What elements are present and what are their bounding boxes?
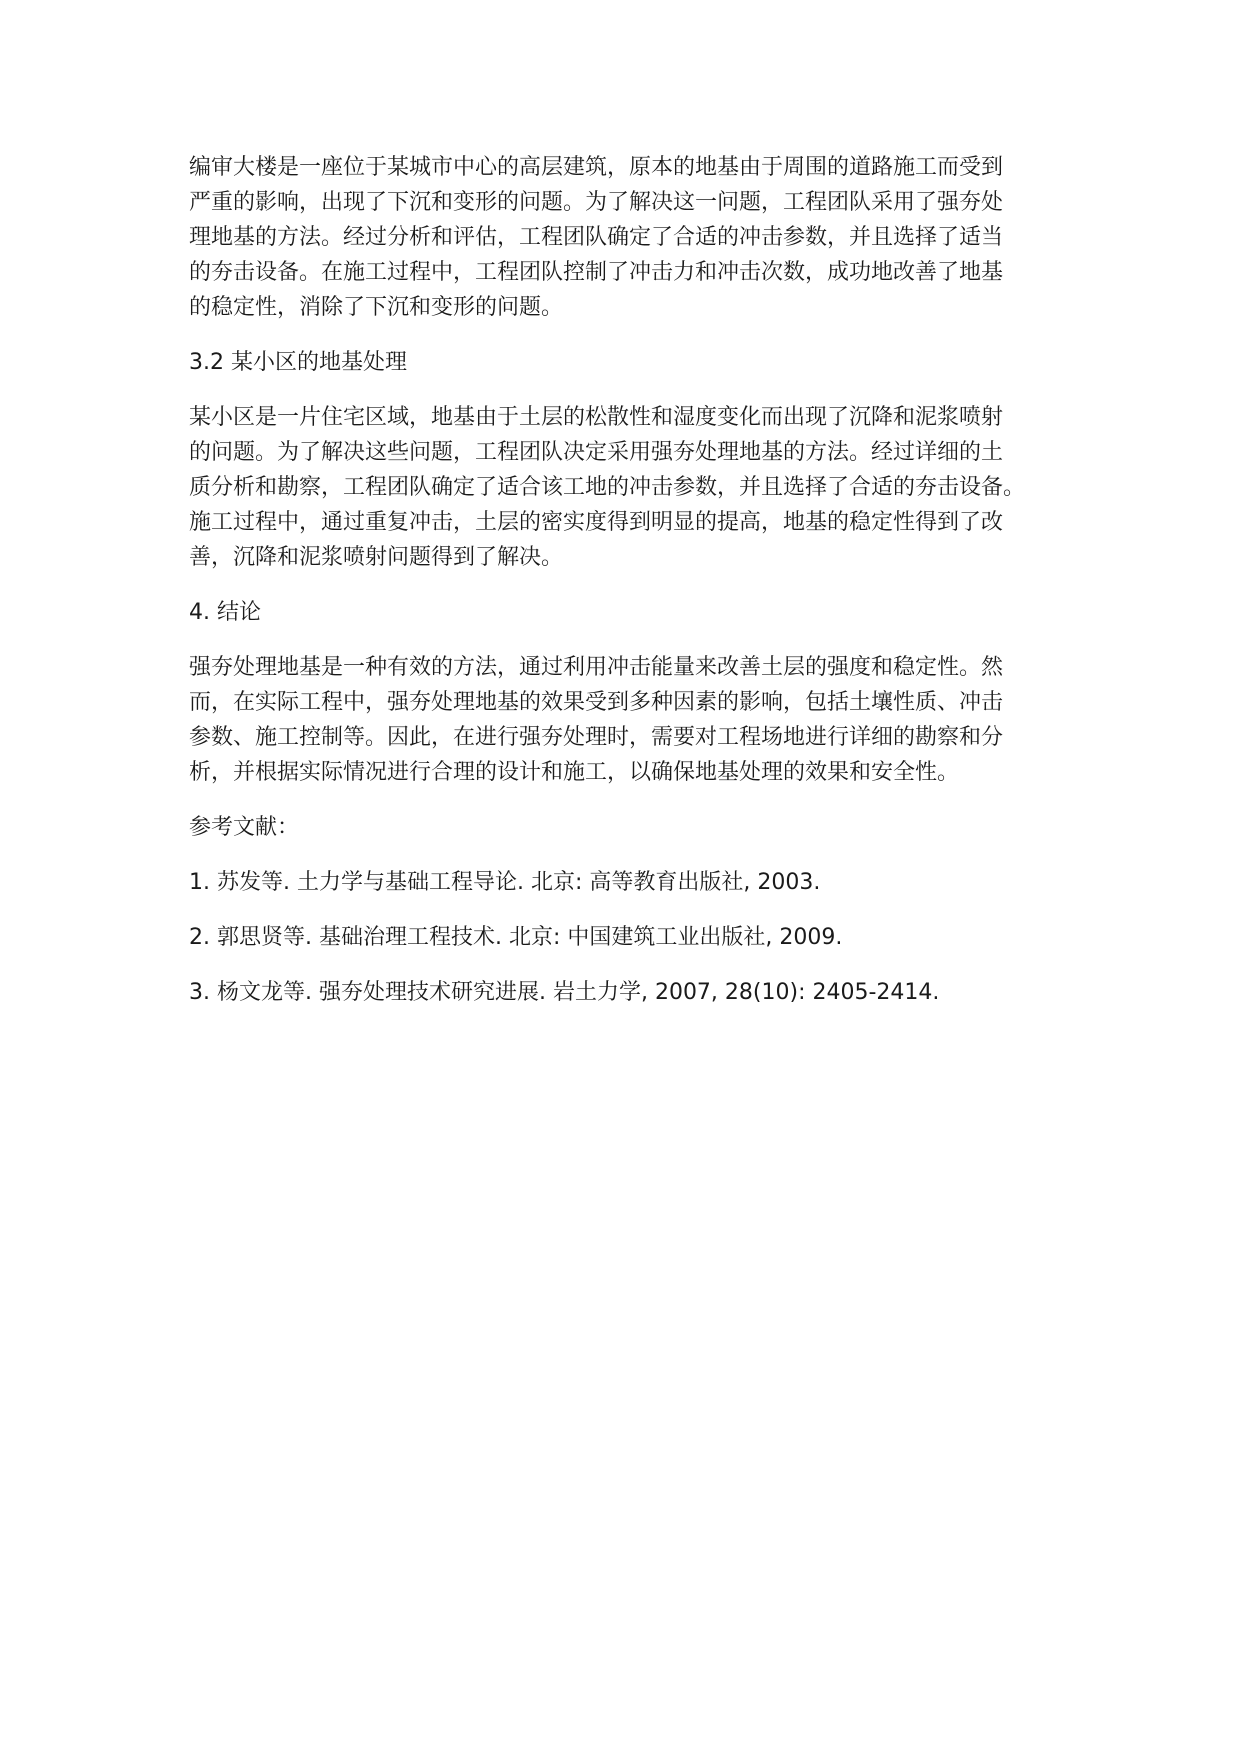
paragraph-case-residential [189, 400, 1069, 575]
paragraph-line: 某小区是一片住宅区域，地基由于土层的松散性和湿度变化而出现了沉降和泥浆喷射 [189, 405, 1004, 430]
paragraph-line: 施工过程中，通过重复冲击，土层的密实度得到明显的提高，地基的稳定性得到了改 [189, 510, 1004, 535]
paragraph-line: 的夯击设备。在施工过程中，工程团队控制了冲击力和冲击次数，成功地改善了地基 [189, 260, 1004, 285]
paragraph-line: 严重的影响，出现了下沉和变形的问题。为了解决这一问题，工程团队采用了强夯处 [189, 190, 1004, 215]
paragraph-line: 善，沉降和泥浆喷射问题得到了解决。 [189, 545, 564, 570]
section-heading-3-2: 3.2 某小区的地基处理 [189, 350, 407, 375]
reference-item: 2. 郭思贤等. 基础治理工程技术. 北京: 中国建筑工业出版社, 2009. [189, 925, 843, 950]
paragraph-line: 析，并根据实际情况进行合理的设计和施工，以确保地基处理的效果和安全性。 [189, 760, 960, 785]
paragraph-line: 理地基的方法。经过分析和评估，工程团队确定了合适的冲击参数，并且选择了适当 [189, 225, 1004, 250]
paragraph-conclusion [189, 650, 1069, 790]
reference-item: 1. 苏发等. 土力学与基础工程导论. 北京: 高等教育出版社, 2003. [189, 870, 821, 895]
paragraph-line: 的问题。为了解决这些问题，工程团队决定采用强夯处理地基的方法。经过详细的土 [189, 440, 1004, 465]
references-heading: 参考文献： [189, 815, 300, 840]
paragraph-line: 的稳定性，消除了下沉和变形的问题。 [189, 295, 564, 320]
paragraph-line: 质分析和勘察，工程团队确定了适合该工地的冲击参数，并且选择了合适的夯击设备。 [189, 475, 1026, 500]
document-content [189, 150, 1069, 1030]
paragraph-line: 而，在实际工程中，强夯处理地基的效果受到多种因素的影响，包括土壤性质、冲击 [189, 690, 1004, 715]
paragraph-line: 强夯处理地基是一种有效的方法，通过利用冲击能量来改善土层的强度和稳定性。然 [189, 655, 1004, 680]
paragraph-case-building [189, 150, 1069, 325]
section-heading-conclusion: 4. 结论 [189, 600, 261, 625]
paragraph-line: 编审大楼是一座位于某城市中心的高层建筑，原本的地基由于周围的道路施工而受到 [189, 155, 1004, 180]
paragraph-line: 参数、施工控制等。因此，在进行强夯处理时，需要对工程场地进行详细的勘察和分 [189, 725, 1004, 750]
reference-item: 3. 杨文龙等. 强夯处理技术研究进展. 岩土力学, 2007, 28(10): 2405-2414. [189, 980, 940, 1005]
